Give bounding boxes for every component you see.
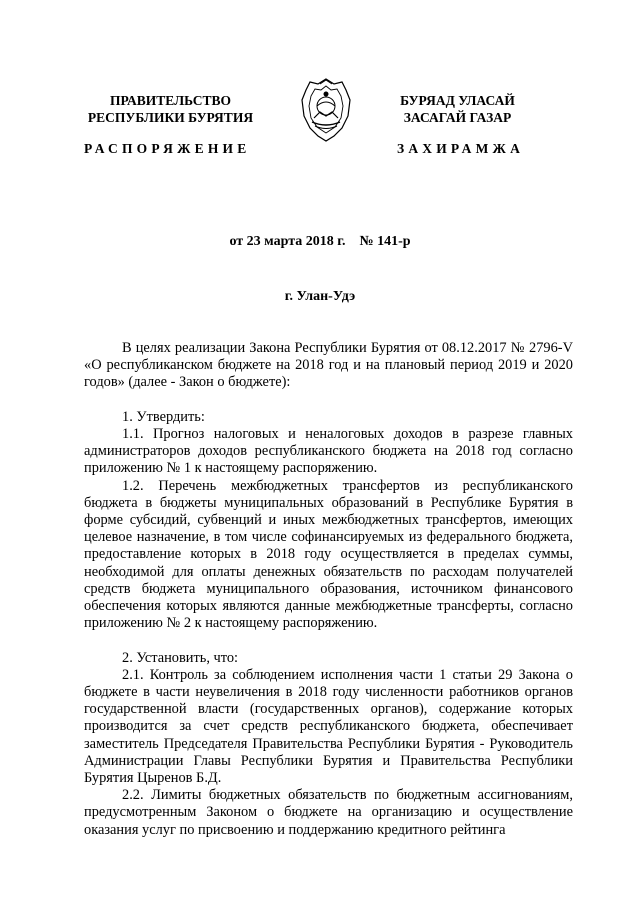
paragraph-2-1: 2.1. Контроль за соблюдением исполнения части 1 статьи 29 Закона о бюджете в части неувеличения в 2018 году численности работников органов государственной власти (государственных органов), содержание которых производится за счет средств республиканского бюджета, обеспечивает заместитель Председателя Правительства Республики Бурятия - Руководитель Администрации Главы Республики Бурятия и Правительства Республики Бурятия Цыренов Б.Д. — [84, 666, 573, 787]
issuer-buryat-line2: ЗАСАГАЙ ГАЗАР — [403, 110, 512, 125]
issuer-buryat-line1: БУРЯАД УЛАСАЙ — [400, 93, 515, 108]
document-type-russian: РАСПОРЯЖЕНИЕ — [84, 141, 251, 156]
issuer-russian — [78, 92, 263, 126]
coat-of-arms-emblem — [300, 78, 352, 142]
issuer-russian-line1: ПРАВИТЕЛЬСТВО — [109, 93, 231, 108]
paragraph-2: 2. Установить, что: — [122, 649, 239, 666]
issuer-russian-line2: РЕСПУБЛИКИ БУРЯТИЯ — [87, 110, 254, 125]
paragraph-1-2: 1.2. Перечень межбюджетных трансфертов из республиканского бюджета в бюджеты муниципальных образований в Республике Бурятия в форме субсидий, субвенций и иных межбюджетных трансфертов, имеющих целевое назначение, в том числе софинансируемых из федерального бюджета, предоставление которых в 2018 году осуществляется в пределах суммы, необходимой для оплаты денежных обязательств по расходам получателей средств бюджета муниципального образования, источником финансового обеспечения которых являются данные межбюджетные трансферты, согласно приложению № 2 к настоящему распоряжению. — [84, 477, 573, 632]
paragraph-1: 1. Утвердить: — [122, 408, 205, 425]
document-number: № 141-р — [359, 234, 411, 249]
document-date-number — [0, 234, 640, 250]
paragraph-intro: В целях реализации Закона Республики Бурятия от 08.12.2017 № 2796-V «О республиканском бюджете на 2018 год и на плановый период 2019 и 2020 годов» (далее - Закон о бюджете): — [84, 340, 573, 391]
document-city: г. Улан-Удэ — [284, 289, 356, 304]
paragraph-2-2: 2.2. Лимиты бюджетных обязательств по бюджетным ассигнованиям, предусмотренным Законом о бюджете на организацию и осуществление оказания услуг по присвоению и поддержанию кредитного рейтинга — [84, 787, 573, 838]
issuer-buryat — [365, 92, 550, 126]
document-date: от 23 марта 2018 г. — [229, 234, 346, 249]
document-type-buryat: ЗАХИРАМЖА — [397, 141, 525, 156]
paragraph-1-1: 1.1. Прогноз налоговых и неналоговых доходов в разрезе главных администраторов доходов республиканского бюджета на 2018 год согласно приложению № 1 к настоящему распоряжению. — [84, 426, 573, 477]
document-body — [84, 340, 573, 839]
